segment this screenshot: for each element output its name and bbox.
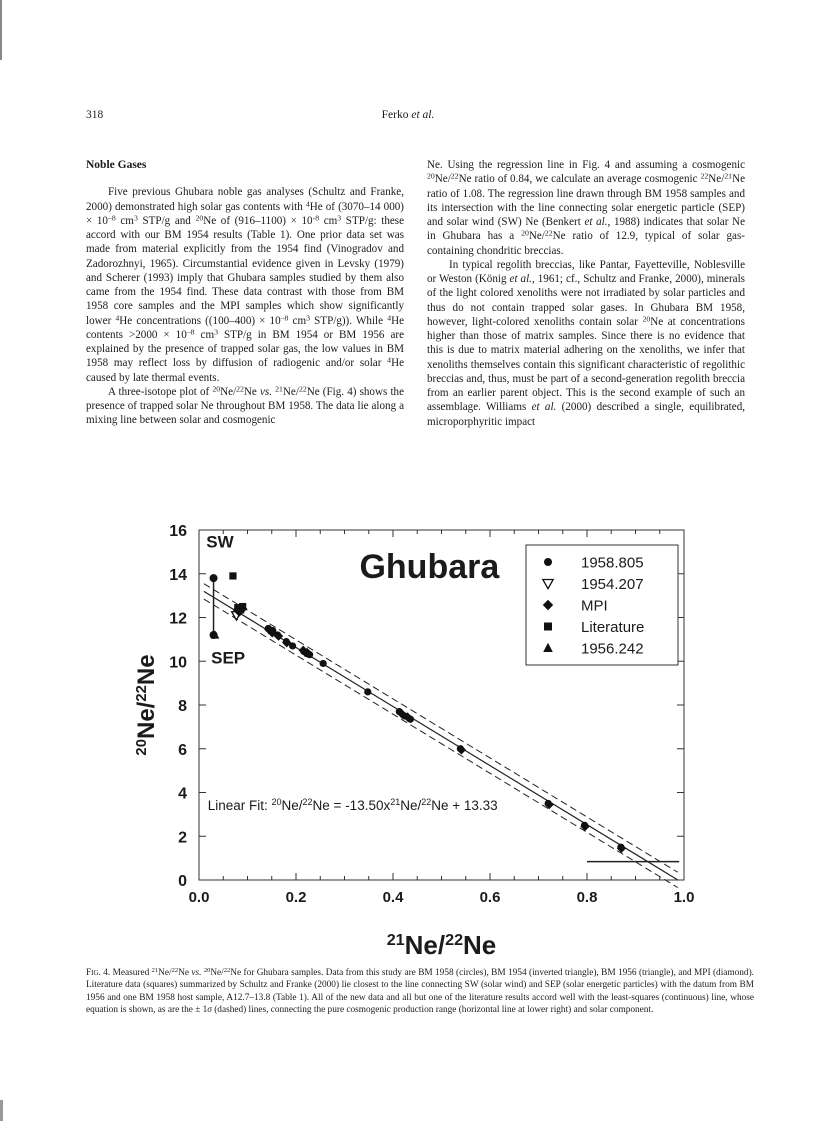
x-tick-label: 1.0 xyxy=(673,889,695,906)
page-edge-mark-bottom xyxy=(0,1100,3,1121)
y-tick-label: 12 xyxy=(169,610,187,628)
running-head xyxy=(0,109,816,127)
data-point-circle xyxy=(320,660,327,667)
y-tick-label: 2 xyxy=(178,829,187,847)
sw-label: SW xyxy=(206,532,234,552)
chart-title: Ghubara xyxy=(359,548,500,587)
legend-marker-circle xyxy=(544,558,552,566)
y-tick-label: 16 xyxy=(169,523,187,540)
x-axis-label: $^{21}$Ne/$^{22}$Ne xyxy=(386,930,497,960)
y-tick-label: 14 xyxy=(169,566,187,584)
sep-label: SEP xyxy=(211,648,246,668)
page-edge-mark xyxy=(0,0,2,60)
paragraph-1: Five previous Ghubara noble gas analyses (Schultz and Franke, 2000) demonstrated high solar gas contents with $^4$He of (3070–14 $000) \times 10^{-8}$ $cm^3$ STP/g and $^{20}$Ne of $(916-1100) \times 10^{-8}$ $cm^3$ STP/g: these accord with our BM 1954 results (Table 1). One prior data set was made from material explicitly from the 1954 find (Vinogradov and Zadorozhnyi, 1965). Circumstantial evidence given in Levsky (1979) and Scherer (1993) imply that Ghubara samples studied by them also came from the 1954 find. These data contrast with those from BM 1958 core samples and the MPI samples which show significantly lower $^4$He concentrations ($(100-400) \times 10^{-8}$ $cm^3$ STP/g)). While $^4$He contents $>2000 \times 10^{-8}$ $cm^3$ STP/g in BM 1954 or BM 1956 are explained by the presence of trapped solar gas, the low values in BM 1958 may reflect loss by diffusion of radiogenic and/or solar $^4$He caused by late thermal events. xyxy=(86,186,405,384)
legend-label: Literature xyxy=(581,619,645,636)
data-point-square xyxy=(229,572,236,579)
x-tick-label: 0.8 xyxy=(576,889,598,906)
x-tick-label: 0.0 xyxy=(188,889,210,906)
ne-isotope-chart xyxy=(110,518,730,968)
legend-label: MPI xyxy=(581,597,608,615)
right-column xyxy=(427,158,745,429)
caption-text: Measured $^{21}$Ne/$^{22}$Ne vs. $^{20}$Ne/$^{22}$Ne for Ghubara samples. Data from this study are BM 1958 (circles), BM 1954 (inverted triangle), BM 1956 (triangle), and MPI (diamond). Literature data (squares) summarized by Schultz and Franke (2000) lie closest to the line connecting SW (solar wind) and SEP (solar energetic particles) with the datum from BM 1956 and one BM 1958 host sample, A12.7–13.8 (Table 1). All of the new data and all but one of the literature results accord well with the least-squares (continuous) line, whose equation is shown, as are the ± 1σ (dashed) lines, connecting the pure cosmogenic production range (horizontal line at lower right) and solar component. xyxy=(86,967,755,1015)
x-tick-label: 0.6 xyxy=(479,889,501,906)
x-tick-label: 0.2 xyxy=(285,889,307,906)
caption-label: Fig. 4. xyxy=(86,968,111,978)
y-tick-label: 6 xyxy=(178,741,187,759)
legend-label: 1956.242 xyxy=(581,640,644,658)
y-tick-label: 8 xyxy=(178,698,187,715)
page-number: 318 xyxy=(86,109,104,121)
legend-label: 1958.805 xyxy=(581,554,644,572)
y-tick-label: 0 xyxy=(178,873,187,890)
legend-label: 1954.207 xyxy=(581,576,644,593)
figure-4 xyxy=(110,518,730,968)
sw-point xyxy=(210,574,218,582)
left-column xyxy=(86,158,404,428)
data-point-square xyxy=(239,603,246,610)
x-tick-label: 0.4 xyxy=(382,889,404,906)
legend-marker-square xyxy=(544,623,552,631)
running-head-authors: Ferko et al. xyxy=(381,109,435,121)
paragraph-4: In typical regolith breccias, like Pantar, Fayetteville, Noblesville or Weston (König et al., 1961; cf., Schultz and Franke, 2000), minerals of the light colored xenoliths were not irradiated by solar particles and thus do not contain trapped solar gases. In Ghubara BM 1958, however, light-colored xenoliths contain solar $^{20}$Ne at concentrations higher than those of matrix samples. Since there is no evidence that this is due to matrix material adhering on the xenoliths, we infer that xenoliths themselves contain this significant characteristic of regolithic breccias and, thus, must be part of a second-generation regolith breccia from an earlier parent object. This is the second example of such an assemblage. Williams et al. (2000) described a single, equilibrated, microporphyritic impact xyxy=(427,258,746,428)
y-axis-label: $^{20}$Ne/$^{22}$Ne xyxy=(133,654,160,756)
section-title: Noble Gases xyxy=(86,159,147,171)
y-tick-label: 4 xyxy=(178,785,187,803)
figure-caption xyxy=(86,967,754,1016)
y-tick-label: 10 xyxy=(169,654,187,672)
paragraph-2: A three-isotope plot of $^{20}$Ne/$^{22}$Ne vs. $^{21}$Ne/$^{22}$Ne (Fig. 4) shows the presence of trapped solar Ne throughout BM 1958. The data lie along a mixing line between solar and cosmogenic xyxy=(86,384,404,427)
fit-equation-label: Linear Fit: $^{20}Ne/^{22}Ne = -13.50x^{21}Ne/^{22}Ne + 13.33$ xyxy=(207,797,498,813)
sep-point xyxy=(210,631,218,639)
paragraph-3: Ne. Using the regression line in Fig. 4 and assuming a cosmogenic $^{20}$Ne/$^{22}$Ne ratio of 0.84, we calculate an average cosmogenic $^{22}$Ne/$^{21}$Ne ratio of 1.08. The regression line drawn through BM 1958 samples and its intersection with the line connecting solar energetic particle (SEP) and solar wind (SW) Ne (Benkert et al., 1988) indicates that solar Ne in Ghubara has a $^{20}$Ne/$^{22}$Ne ratio of 12.9, typical of solar gas-containing chondritic breccias. xyxy=(427,159,745,257)
data-point-circle xyxy=(364,688,371,695)
